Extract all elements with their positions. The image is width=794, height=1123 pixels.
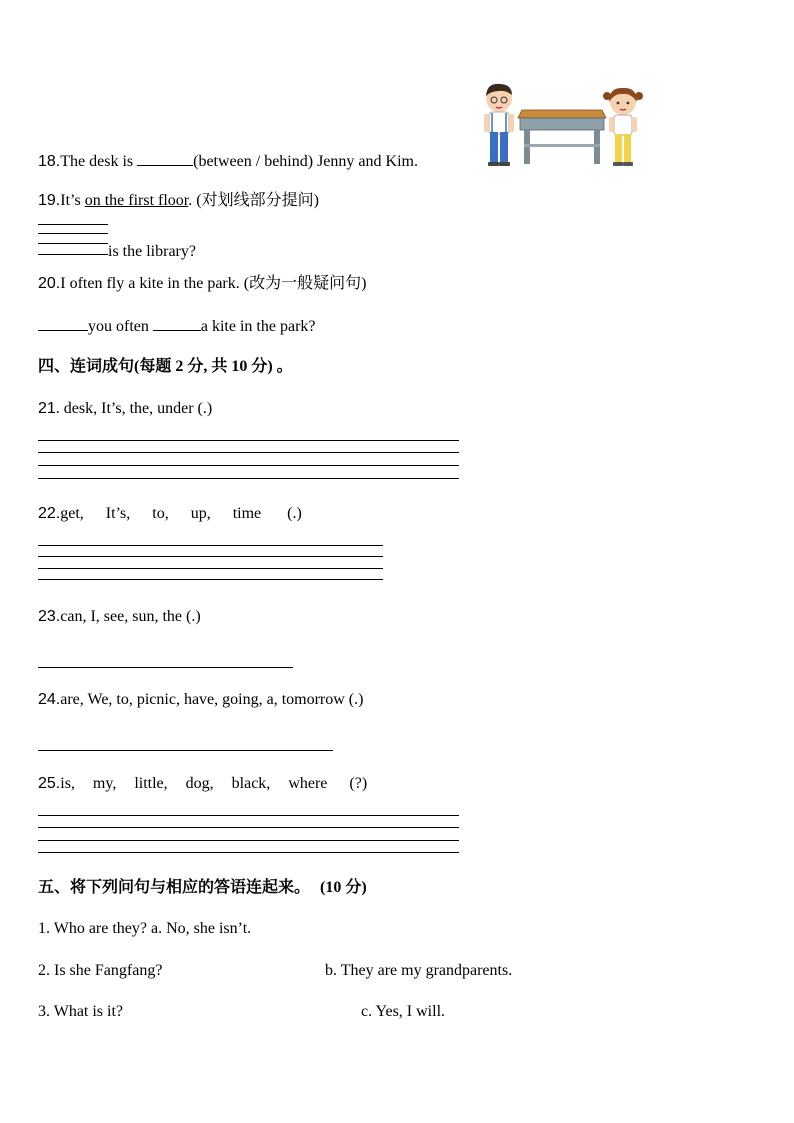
answer-line[interactable] bbox=[38, 233, 108, 234]
question-number: 24. bbox=[38, 691, 61, 708]
word: It’s, bbox=[105, 505, 131, 522]
answer-blank[interactable] bbox=[137, 151, 193, 166]
question-22 bbox=[38, 504, 302, 524]
section-5-title bbox=[38, 878, 367, 898]
answer-line[interactable] bbox=[38, 224, 108, 225]
answer-line[interactable] bbox=[38, 243, 108, 244]
question-18 bbox=[38, 151, 418, 172]
question-text: (between / behind) Jenny and Kim. bbox=[193, 153, 418, 170]
word: (?) bbox=[349, 775, 368, 792]
word: dog, bbox=[185, 775, 214, 792]
answer-blank[interactable] bbox=[153, 316, 201, 331]
word: up, bbox=[190, 505, 211, 522]
word: to, bbox=[152, 505, 169, 522]
answer-line[interactable] bbox=[38, 840, 459, 841]
question-text: The desk is bbox=[60, 153, 138, 170]
matching-answer-2: b. They are my grandparents. bbox=[325, 962, 513, 979]
desk-figure bbox=[518, 110, 606, 164]
answer-line[interactable] bbox=[38, 750, 333, 751]
answer-line[interactable] bbox=[38, 815, 459, 816]
word: (.) bbox=[287, 505, 302, 522]
question-number: 20. bbox=[38, 275, 61, 292]
matching-question-2: 2. Is she Fangfang? bbox=[38, 962, 163, 979]
section-4-title: 四、连词成句(每题 2 分, 共 10 分) 。 bbox=[38, 358, 293, 375]
question-number: 19. bbox=[38, 192, 61, 209]
answer-line[interactable] bbox=[38, 852, 459, 853]
question-text: are, We, to, picnic, have, going, a, tomorrow (.) bbox=[60, 691, 364, 708]
boy-desk-girl-illustration bbox=[478, 82, 648, 168]
word: black, bbox=[231, 775, 271, 792]
word: little, bbox=[134, 775, 168, 792]
question-text: can, I, see, sun, the (.) bbox=[60, 608, 201, 625]
girl-figure bbox=[603, 88, 643, 166]
question-25 bbox=[38, 774, 367, 794]
question-text: It’s bbox=[60, 192, 85, 209]
answer-text: you often bbox=[88, 318, 153, 335]
matching-question-3: 3. What is it? bbox=[38, 1003, 124, 1020]
answer-line[interactable] bbox=[38, 545, 383, 546]
question-number: 21 bbox=[38, 400, 56, 417]
matching-answer: a. No, she isn’t. bbox=[151, 920, 252, 937]
question-20 bbox=[38, 274, 366, 294]
answer-line[interactable] bbox=[38, 827, 459, 828]
matching-row-1 bbox=[38, 919, 251, 939]
matching-answer-3: c. Yes, I will. bbox=[361, 1003, 446, 1020]
boy-figure bbox=[484, 84, 514, 166]
word: get, bbox=[60, 505, 84, 522]
answer-line[interactable] bbox=[38, 440, 459, 441]
answer-blank[interactable] bbox=[38, 316, 88, 331]
answer-text: a kite in the park? bbox=[200, 318, 316, 335]
question-number: 18. bbox=[38, 153, 61, 170]
answer-line[interactable] bbox=[38, 452, 459, 453]
question-21 bbox=[38, 399, 212, 419]
question-24 bbox=[38, 690, 363, 710]
answer-line[interactable] bbox=[38, 568, 383, 569]
answer-line[interactable] bbox=[38, 556, 383, 557]
word: time bbox=[232, 505, 262, 522]
question-number: 22. bbox=[38, 505, 61, 522]
answer-line[interactable] bbox=[38, 579, 383, 580]
question-23 bbox=[38, 607, 201, 627]
question-20-answer bbox=[38, 316, 316, 337]
section-points: (10 分) bbox=[320, 879, 367, 896]
answer-line[interactable] bbox=[38, 254, 108, 255]
question-number: 25. bbox=[38, 775, 61, 792]
question-text: . desk, It’s, the, under (.) bbox=[55, 400, 213, 417]
question-text: I often fly a kite in the park. (改为一般疑问句) bbox=[60, 275, 367, 292]
answer-line[interactable] bbox=[38, 478, 459, 479]
matching-question: 1. Who are they? bbox=[38, 920, 147, 937]
question-text: . (对划线部分提问) bbox=[188, 192, 319, 209]
word: where bbox=[288, 775, 328, 792]
answer-line[interactable] bbox=[38, 667, 293, 668]
underlined-phrase: on the first floor bbox=[84, 192, 189, 209]
word: my, bbox=[92, 775, 117, 792]
word: is, bbox=[60, 775, 75, 792]
question-19-answer: is the library? bbox=[108, 243, 196, 260]
answer-line[interactable] bbox=[38, 465, 459, 466]
section-title-text: 五、将下列问句与相应的答语连起来。 bbox=[38, 879, 311, 896]
question-number: 23. bbox=[38, 608, 61, 625]
question-19 bbox=[38, 191, 319, 211]
